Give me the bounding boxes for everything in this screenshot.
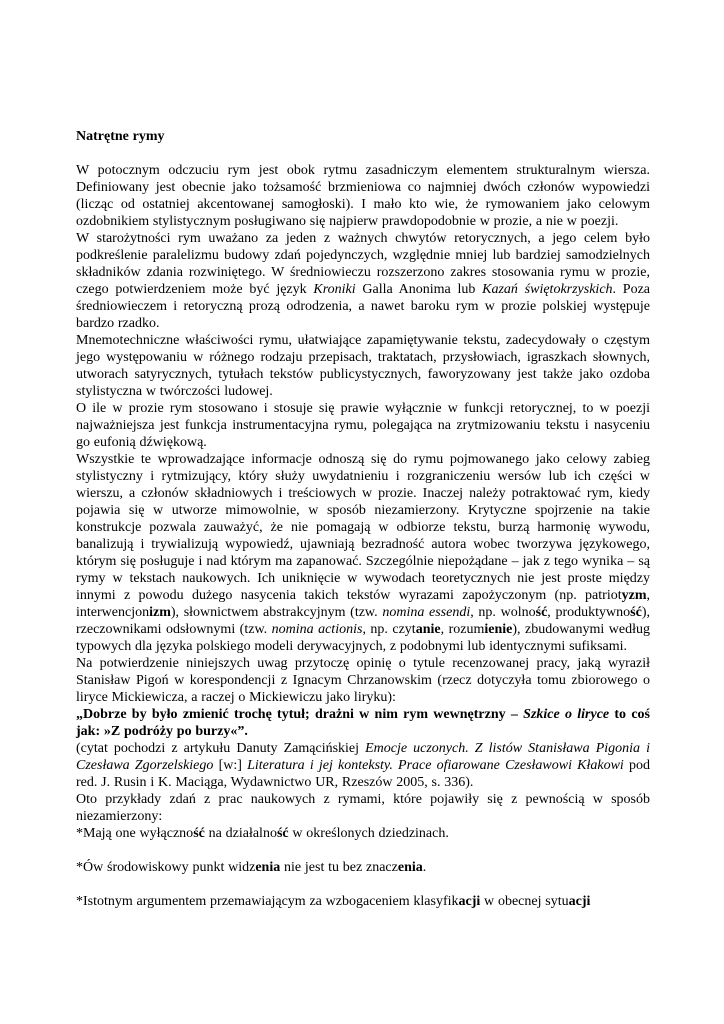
para-cytat	[76, 706, 650, 740]
para-przyklady-wstep	[76, 791, 650, 825]
text-run: . Poza średniowieczem i retoryczną prozą odrodzenia, a nawet baroku rym w prozie polskiej występuje bardzo rzadko.	[76, 282, 650, 331]
text-run: , np. wolno	[470, 605, 536, 620]
text-run: Wszystkie te wprowadzające informacje odnoszą się do rymu pojmowanego jako celowy zabieg stylistyczny i rytmizujący, który służy uwydatnieniu i rozgraniczeniu wersów lub ich części w wierszu, a członów składniowych i treściowych w prozie. Inaczej należy potraktować rym, kiedy pojawia się w utworze mimowolnie, w sposób niezamierzony. Krytyczne spojrzenie na takie konstrukcje pozwala zauważyć, że nie pomagają w odbiorze tekstu, burzą harmonię wywodu, banalizują i trywializują wypowiedź, ujawniają bezradność autora wobec tworzywa językowego, którym się posługuje i nad którym ma zapanować. Szczególnie niepożądane – jak z tego wynika – są rymy w tekstach naukowych. Ich uniknięcie w wywodach teoretycznych nie jest proste między innymi z powodu dużego nasycenia takich tekstów wyrazami zapożyczonym (np. patriot	[76, 452, 650, 603]
text-run: *Ów środowiskowy punkt widz	[76, 860, 256, 875]
para-krytyka	[76, 451, 650, 655]
para-przyklad-3	[76, 893, 650, 910]
text-run: *Mają one wyłączno	[76, 826, 194, 841]
text-run: Na potwierdzenie niniejszych uwag przytoczę opinię o tytule recenzowanej pracy, jaką wyraził Stanisław Pigoń w korespondencji z Ignacym Chrzanowskim (rzecz dotyczyła tomu zbiorowego o liryce Mickiewicza, a raczej o Mickiewiczu jako liryku):	[76, 656, 650, 705]
text-run: *Istotnym argumentem przemawiającym za wzbogaceniem klasyfik	[76, 894, 459, 909]
text-run: anie	[415, 622, 441, 637]
text-run: acji	[568, 894, 591, 909]
text-run: .	[422, 860, 427, 875]
text-run: ), rzeczownikami odsłownymi (tzw.	[76, 605, 650, 637]
text-run: Kazań świętokrzyskich	[482, 282, 613, 297]
text-run: pod red. J. Rusin i K. Maciąga, Wydawnictwo UR, Rzeszów 2005, s. 336).	[76, 758, 650, 790]
text-run: enia	[397, 860, 423, 875]
text-run: ), zbudowanymi według typowych dla języka polskiego modeli derywacyjnych, z podobnymi lub identycznymi sufiksami.	[76, 622, 650, 654]
text-run: yzm	[621, 588, 647, 603]
text-run: , rozum	[440, 622, 485, 637]
text-run: ść	[276, 826, 289, 841]
text-run: ść	[535, 605, 548, 620]
text-run: Kroniki	[313, 282, 356, 297]
text-run: ), słownictwem abstrakcyjnym (tzw.	[170, 605, 383, 620]
text-run: enia	[255, 860, 281, 875]
para-mnemotechnika	[76, 332, 650, 400]
text-run: [w:]	[213, 758, 248, 773]
text-run: Oto przykłady zdań z prac naukowych z rymami, które pojawiły się z pewnością w sposób niezamierzony:	[76, 792, 650, 824]
text-run: ść	[193, 826, 205, 841]
text-run: O ile w prozie rym stosowano i stosuje się prawie wyłącznie w funkcji retorycznej, to w poezji najważniejsza jest funkcja instrumentacyjna rymu, polegająca na zrytmizowaniu tekstu i nasyceniu go eufonią dźwiękową.	[76, 401, 650, 450]
text-run: Szkice o liryce	[523, 707, 610, 722]
para-przyklad-2	[76, 859, 650, 876]
para-pigon	[76, 655, 650, 706]
text-run: , produktywno	[547, 605, 631, 620]
text-run: w określonych dziedzinach.	[288, 826, 449, 841]
text-run: Emocje uczonych. Z listów Stanisława Pigonia i Czesława Zgorzelskiego	[76, 741, 650, 773]
text-run: ienie	[484, 622, 513, 637]
paragraph-container	[76, 162, 650, 910]
text-run: , np. czyt	[362, 622, 416, 637]
document-body	[76, 128, 650, 910]
para-przyklad-1	[76, 825, 650, 842]
text-run: ść	[630, 605, 642, 620]
text-run: w obecnej sytu	[480, 894, 569, 909]
text-run: nomina actionis	[271, 622, 363, 637]
page-title: Natrętne rymy	[76, 129, 165, 144]
para-starozytnosc	[76, 230, 650, 332]
text-run: W potocznym odczuciu rym jest obok rytmu zasadniczym elementem strukturalnym wiersza. Definiowany jest obecnie jako tożsamość brzmieniowa co najmniej dwóch członów wypowiedzi (licząc od ostatniej akcentowanej samogłoski). I mało kto wie, że rymowaniem jako celowym ozdobnikiem stylistycznym posługiwano się najpierw prawdopodobnie w prozie, a nie w poezji.	[76, 163, 650, 229]
text-run: Galla Anonima lub	[355, 282, 483, 297]
text-run: Mnemotechniczne właściwości rymu, ułatwiające zapamiętywanie tekstu, zadecydowały o częstym jego występowaniu w różnego rodzaju przepisach, traktatach, przysłowiach, igraszkach słownych, utworach satyrycznych, tytułach tekstów publicystycznych, faworyzowany jest także jako ozdoba stylistyczna w twórczości ludowej.	[76, 333, 650, 399]
text-run: „Dobrze by było zmienić trochę tytuł; drażni w nim rym wewnętrzny –	[76, 707, 524, 722]
text-run: nomina essendi	[382, 605, 471, 620]
para-zrodlo-cytatu	[76, 740, 650, 791]
text-run: Literatura i jej konteksty. Prace ofiarowane Czesławowi Kłakowi	[247, 758, 624, 773]
text-run: nie jest tu bez znacz	[280, 860, 398, 875]
text-run: , interwencjon	[76, 588, 650, 620]
text-run: to coś jak: »Z podróży po burzy«”.	[76, 707, 650, 739]
text-run: izm	[149, 605, 171, 620]
para-intro	[76, 162, 650, 230]
text-run: (cytat pochodzi z artykułu Danuty Zamącińskiej	[76, 741, 366, 756]
text-run: acji	[458, 894, 481, 909]
text-run: W starożytności rym uważano za jeden z ważnych chwytów retorycznych, a jego celem było podkreślenie paralelizmu budowy zdań pojedynczych, względnie mniej lub bardziej samodzielnych składników zdania rozwiniętego. W średniowieczu rozszerzono zakres stosowania rymu w prozie, czego potwierdzeniem może być język	[76, 231, 650, 297]
para-funkcja	[76, 400, 650, 451]
text-run: na działalno	[204, 826, 277, 841]
